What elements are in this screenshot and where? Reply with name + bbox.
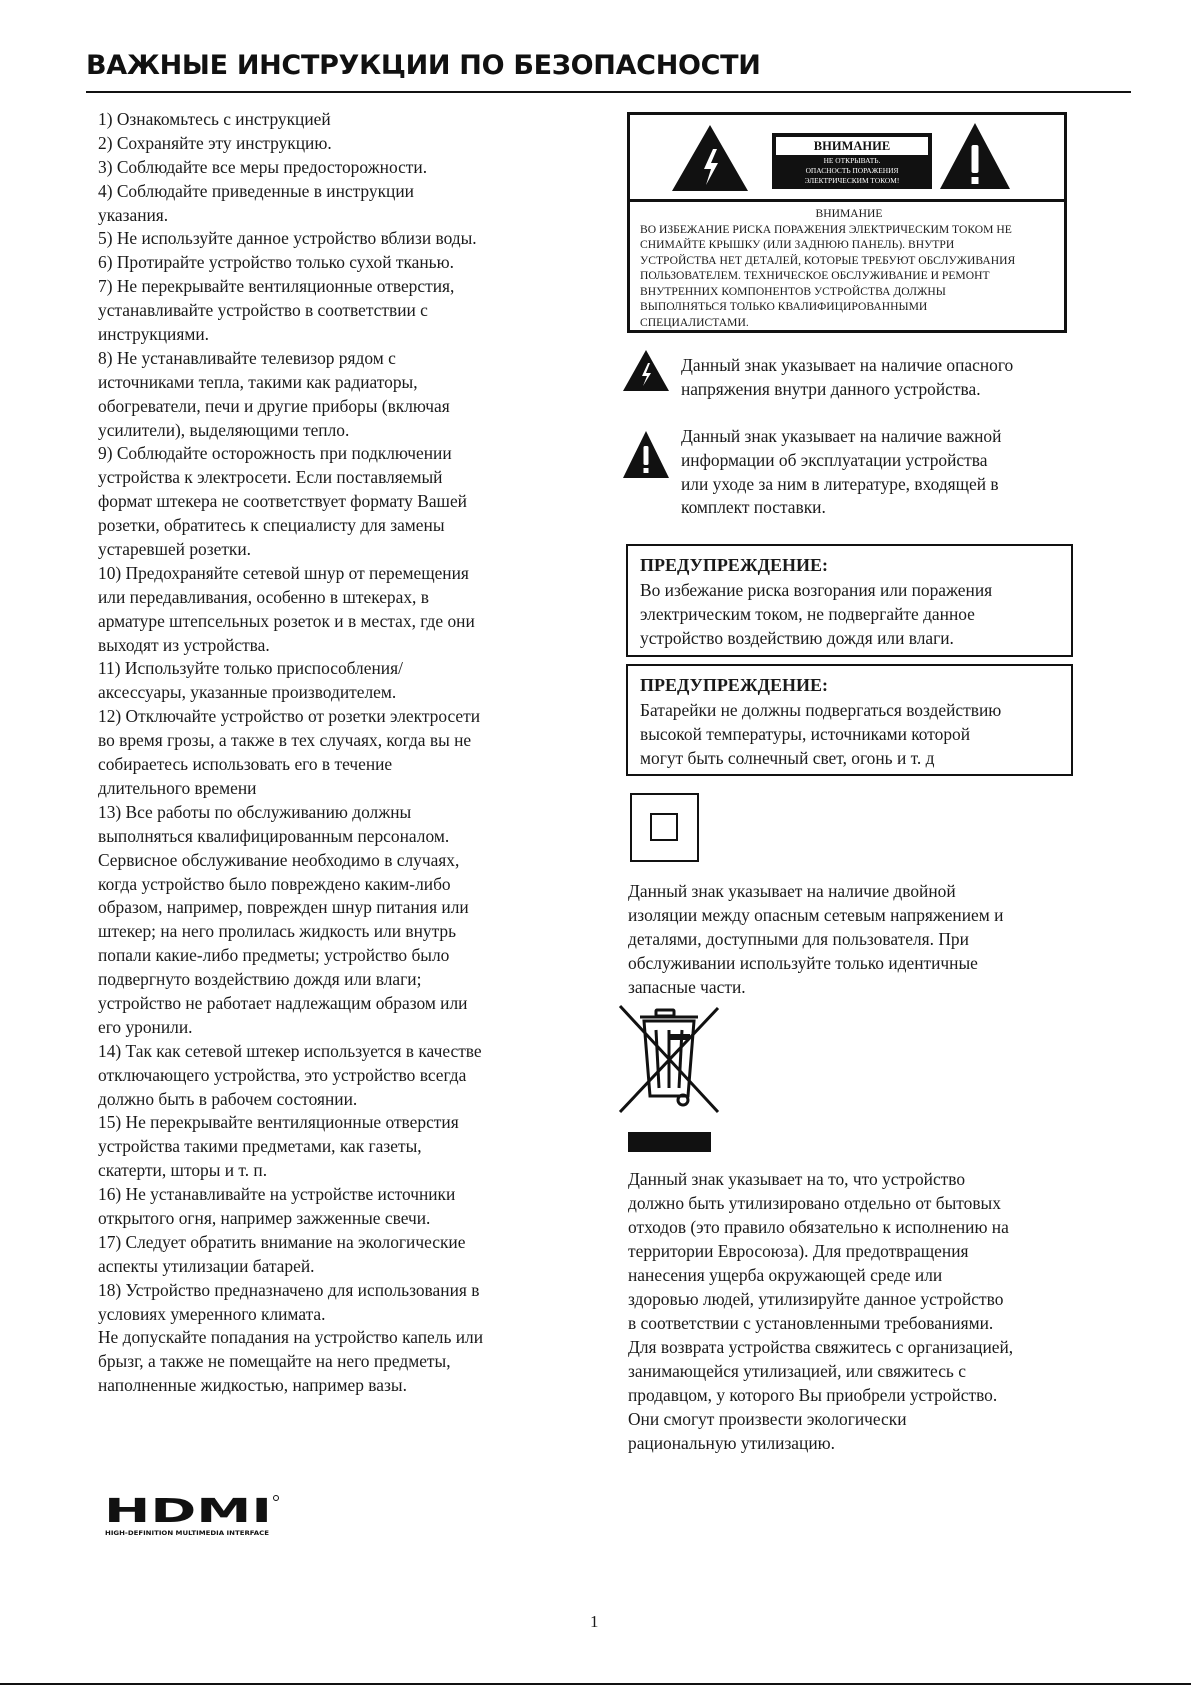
instruction-line: его уронили. [98, 1016, 193, 1037]
instruction-line: во время грозы, а также в тех случаях, когда вы не [98, 730, 472, 751]
instruction-line: брызг, а также не помещайте на него предметы, [98, 1351, 451, 1372]
shock-sign-line: Данный знак указывает на наличие опасного [681, 355, 1014, 375]
weee-line: в соответствии с установленными требованиями. [628, 1313, 994, 1333]
weee-line: занимающейся утилизацией, или свяжитесь с [628, 1361, 966, 1381]
page-number: 1 [590, 1612, 599, 1631]
weee-line: должно быть утилизировано отдельно от бытовых [628, 1193, 1001, 1213]
instruction-line: Не допускайте попадания на устройство капель или [98, 1327, 484, 1348]
instruction-line: 6) Протирайте устройство только сухой тканью. [98, 252, 454, 273]
safety-instructions-list [98, 108, 560, 1398]
warning-line: могут быть солнечный свет, огонь и т. д [640, 747, 935, 768]
instruction-line: 8) Не устанавливайте телевизор рядом с [98, 347, 396, 368]
info-sign-line: Данный знак указывает на наличие важной [681, 426, 1002, 446]
instruction-line: отключающего устройства, это устройство всегда [98, 1064, 467, 1085]
weee-line: Данный знак указывает на то, что устройство [628, 1169, 966, 1189]
weee-line: Для возврата устройства свяжитесь с организацией, [628, 1337, 1014, 1357]
info-sign-description [681, 425, 1001, 520]
instruction-line: условиях умеренного климата. [98, 1303, 326, 1324]
instruction-line: устройства к электросети. Если поставляемый [98, 467, 443, 488]
instruction-line: Сервисное обслуживание необходимо в случаях, [98, 849, 460, 870]
caution-body-line: ПОЛЬЗОВАТЕЛЕМ. ТЕХНИЧЕСКОЕ ОБСЛУЖИВАНИЕ И РЕМОНТ [640, 269, 990, 282]
caution-warning-label [772, 133, 932, 189]
page-title: ВАЖНЫЕ ИНСТРУКЦИИ ПО БЕЗОПАСНОСТИ [86, 50, 761, 81]
instruction-line: должно быть в рабочем состоянии. [98, 1088, 358, 1109]
instruction-line: арматуре штепсельных розеток и в местах, где они [98, 610, 475, 631]
instruction-line: 5) Не используйте данное устройство вблизи воды. [98, 228, 477, 249]
weee-line: рациональную утилизацию. [628, 1433, 835, 1453]
instruction-line: образом, например, поврежден шнур питания или [98, 897, 469, 918]
warning-line: Во избежание риска возгорания или поражения [640, 580, 993, 600]
instruction-line: скатерти, шторы и т. п. [98, 1160, 268, 1181]
weee-line: отходов (это правило обязательно к исполнению на [628, 1217, 1009, 1237]
instruction-line: 9) Соблюдайте осторожность при подключении [98, 443, 452, 464]
instruction-line: 2) Сохраняйте эту инструкцию. [98, 132, 332, 153]
warning-box-batteries [626, 664, 1073, 776]
info-sign-line: или уходе за ним в литературе, входящей в [681, 473, 999, 494]
weee-black-bar [628, 1132, 711, 1152]
title-divider [86, 91, 1131, 93]
warning-line: устройство воздействию дождя или влаги. [640, 627, 954, 648]
caution-body-line: СПЕЦИАЛИСТАМИ. [640, 315, 749, 329]
instruction-line: обогреватели, печи и другие приборы (включая [98, 395, 450, 416]
instruction-line: формат штекера не соответствует формату Вашей [98, 491, 467, 512]
hdmi-logo [104, 1492, 282, 1538]
instruction-line: открытого огня, например зажженные свечи. [98, 1207, 431, 1228]
warning-line: высокой температуры, источниками которой [640, 723, 971, 744]
lightning-triangle-icon [622, 349, 670, 392]
instruction-line: усилители), выделяющими тепло. [98, 419, 350, 440]
instruction-line: выходят из устройства. [98, 634, 270, 655]
instruction-line: инструкциями. [98, 324, 210, 345]
instruction-line: штекер; на него пролилась жидкость или внутрь [98, 921, 457, 942]
weee-line: территории Евросоюза). Для предотвращения [628, 1241, 969, 1261]
instruction-line: 1) Ознакомьтесь с инструкцией [98, 109, 331, 129]
warning-box-moisture [626, 544, 1073, 657]
instruction-line: указания. [98, 204, 169, 225]
instruction-line: 11) Используйте только приспособления/ [98, 658, 403, 679]
warning-heading: ПРЕДУПРЕЖДЕНИЕ: [640, 555, 829, 575]
weee-line: здоровью людей, утилизируйте данное устройство [628, 1289, 1004, 1309]
caution-body-line: УСТРОЙСТВА НЕТ ДЕТАЛЕЙ, КОТОРЫЕ ТРЕБУЮТ ОБСЛУЖИВАНИЯ [640, 253, 1016, 267]
double-insulation-line: обслуживании используйте только идентичные [628, 953, 978, 973]
shock-sign-description [681, 354, 1013, 402]
shock-sign-line: напряжения внутри данного устройства. [681, 378, 981, 399]
instruction-line: 16) Не устанавливайте на устройстве источники [98, 1184, 456, 1205]
warning-line: электрическим током, не подвергайте данное [640, 603, 975, 624]
instruction-line: аспекты утилизации батарей. [98, 1255, 315, 1276]
weee-description [628, 1167, 1013, 1455]
exclamation-triangle-icon [622, 430, 670, 480]
caution-body-line: ВО ИЗБЕЖАНИЕ РИСКА ПОРАЖЕНИЯ ЭЛЕКТРИЧЕСКИМ ТОКОМ НЕ [640, 222, 1012, 236]
instruction-line: попали какие-либо предметы; устройство было [98, 945, 450, 966]
instruction-line: собираетесь использовать его в течение [98, 754, 393, 775]
instruction-line: выполняться квалифицированным персоналом. [98, 825, 450, 846]
caution-body-text [640, 222, 1058, 331]
instruction-line: устройства такими предметами, как газеты, [98, 1136, 422, 1157]
instruction-line: 4) Соблюдайте приведенные в инструкции [98, 180, 414, 201]
caution-body-heading: ВНИМАНИЕ [815, 207, 883, 220]
instruction-line: 13) Все работы по обслуживанию должны [98, 801, 412, 822]
instruction-line: 18) Устройство предназначено для использования в [98, 1279, 480, 1300]
double-insulation-line: деталями, доступными для пользователя. При [628, 929, 969, 949]
instruction-line: или передавливания, особенно в штекерах, в [98, 586, 429, 607]
hdmi-logo-tagline: HIGH-DEFINITION MULTIMEDIA INTERFACE [105, 1529, 269, 1537]
warning-body [640, 699, 1071, 770]
weee-line: Они смогут произвести экологически [628, 1409, 907, 1429]
instruction-line: длительного времени [98, 777, 257, 798]
weee-line: нанесения ущерба окружающей среде или [628, 1265, 943, 1285]
instruction-line: устанавливайте устройство в соответствии с [98, 300, 428, 321]
warning-line: Батарейки не должны подвергаться воздействию [640, 700, 1002, 720]
instruction-line: 15) Не перекрывайте вентиляционные отверстия [98, 1112, 459, 1133]
instruction-line: 7) Не перекрывайте вентиляционные отверстия, [98, 276, 455, 297]
instruction-line: розетки, обратитесь к специалисту для замены [98, 515, 445, 536]
instruction-line: устройство не работает надлежащим образом или [98, 992, 468, 1013]
info-sign-line: комплект поставки. [681, 497, 826, 518]
instruction-line: наполненные жидкостью, например вазы. [98, 1375, 407, 1396]
instruction-line: когда устройство было повреждено каким-либо [98, 873, 451, 894]
instruction-line: 3) Соблюдайте все меры предосторожности. [98, 156, 428, 177]
instruction-line: аксессуары, указанные производителем. [98, 682, 397, 703]
caution-body-line: ВНУТРЕННИХ КОМПОНЕНТОВ УСТРОЙСТВА ДОЛЖНЫ [640, 284, 946, 298]
warning-heading: ПРЕДУПРЕЖДЕНИЕ: [640, 675, 829, 695]
double-insulation-line: изоляции между опасным сетевым напряжением и [628, 905, 1004, 925]
instruction-line: 14) Так как сетевой штекер используется в качестве [98, 1040, 482, 1061]
instruction-line: 17) Следует обратить внимание на экологические [98, 1231, 466, 1252]
instruction-line: источниками тепла, такими как радиаторы, [98, 371, 418, 392]
crossed-out-bin-icon [618, 1004, 722, 1116]
caution-label-heading: ВНИМАНИЕ [776, 137, 928, 155]
caution-body-line: ВЫПОЛНЯТЬСЯ ТОЛЬКО КВАЛИФИЦИРОВАННЫМИ [640, 300, 928, 313]
instruction-line: 10) Предохраняйте сетевой шнур от перемещения [98, 562, 469, 583]
hdmi-logo-wordmark: HDMI [104, 1492, 272, 1530]
lightning-triangle-icon [670, 123, 750, 193]
instruction-line: устаревшей розетки. [98, 539, 252, 560]
double-insulation-line: Данный знак указывает на наличие двойной [628, 881, 956, 901]
info-sign-line: информации об эксплуатации устройства [681, 449, 988, 470]
caution-label-body [640, 206, 1058, 330]
caution-label-header [630, 115, 1064, 202]
warning-body [640, 579, 1071, 650]
double-insulation-inner-square [650, 813, 678, 841]
weee-line: продавцом, у которого Вы приобрели устройство. [628, 1385, 998, 1405]
caution-label-small-text: НЕ ОТКРЫВАТЬ. ОПАСНОСТЬ ПОРАЖЕНИЯ ЭЛЕКТРИЧЕСКИМ ТОКОМ! [804, 156, 900, 185]
double-insulation-line: запасные части. [628, 977, 746, 997]
caution-label-box [627, 112, 1067, 333]
double-insulation-icon [630, 793, 699, 862]
exclamation-triangle-icon [938, 121, 1012, 191]
instruction-line: 12) Отключайте устройство от розетки электросети [98, 706, 481, 727]
caution-body-line: СНИМАЙТЕ КРЫШКУ (ИЛИ ЗАДНЮЮ ПАНЕЛЬ). ВНУТРИ [640, 238, 955, 251]
double-insulation-description [628, 879, 1003, 999]
instruction-line: подвергнуто воздействию дождя или влаги; [98, 969, 422, 990]
